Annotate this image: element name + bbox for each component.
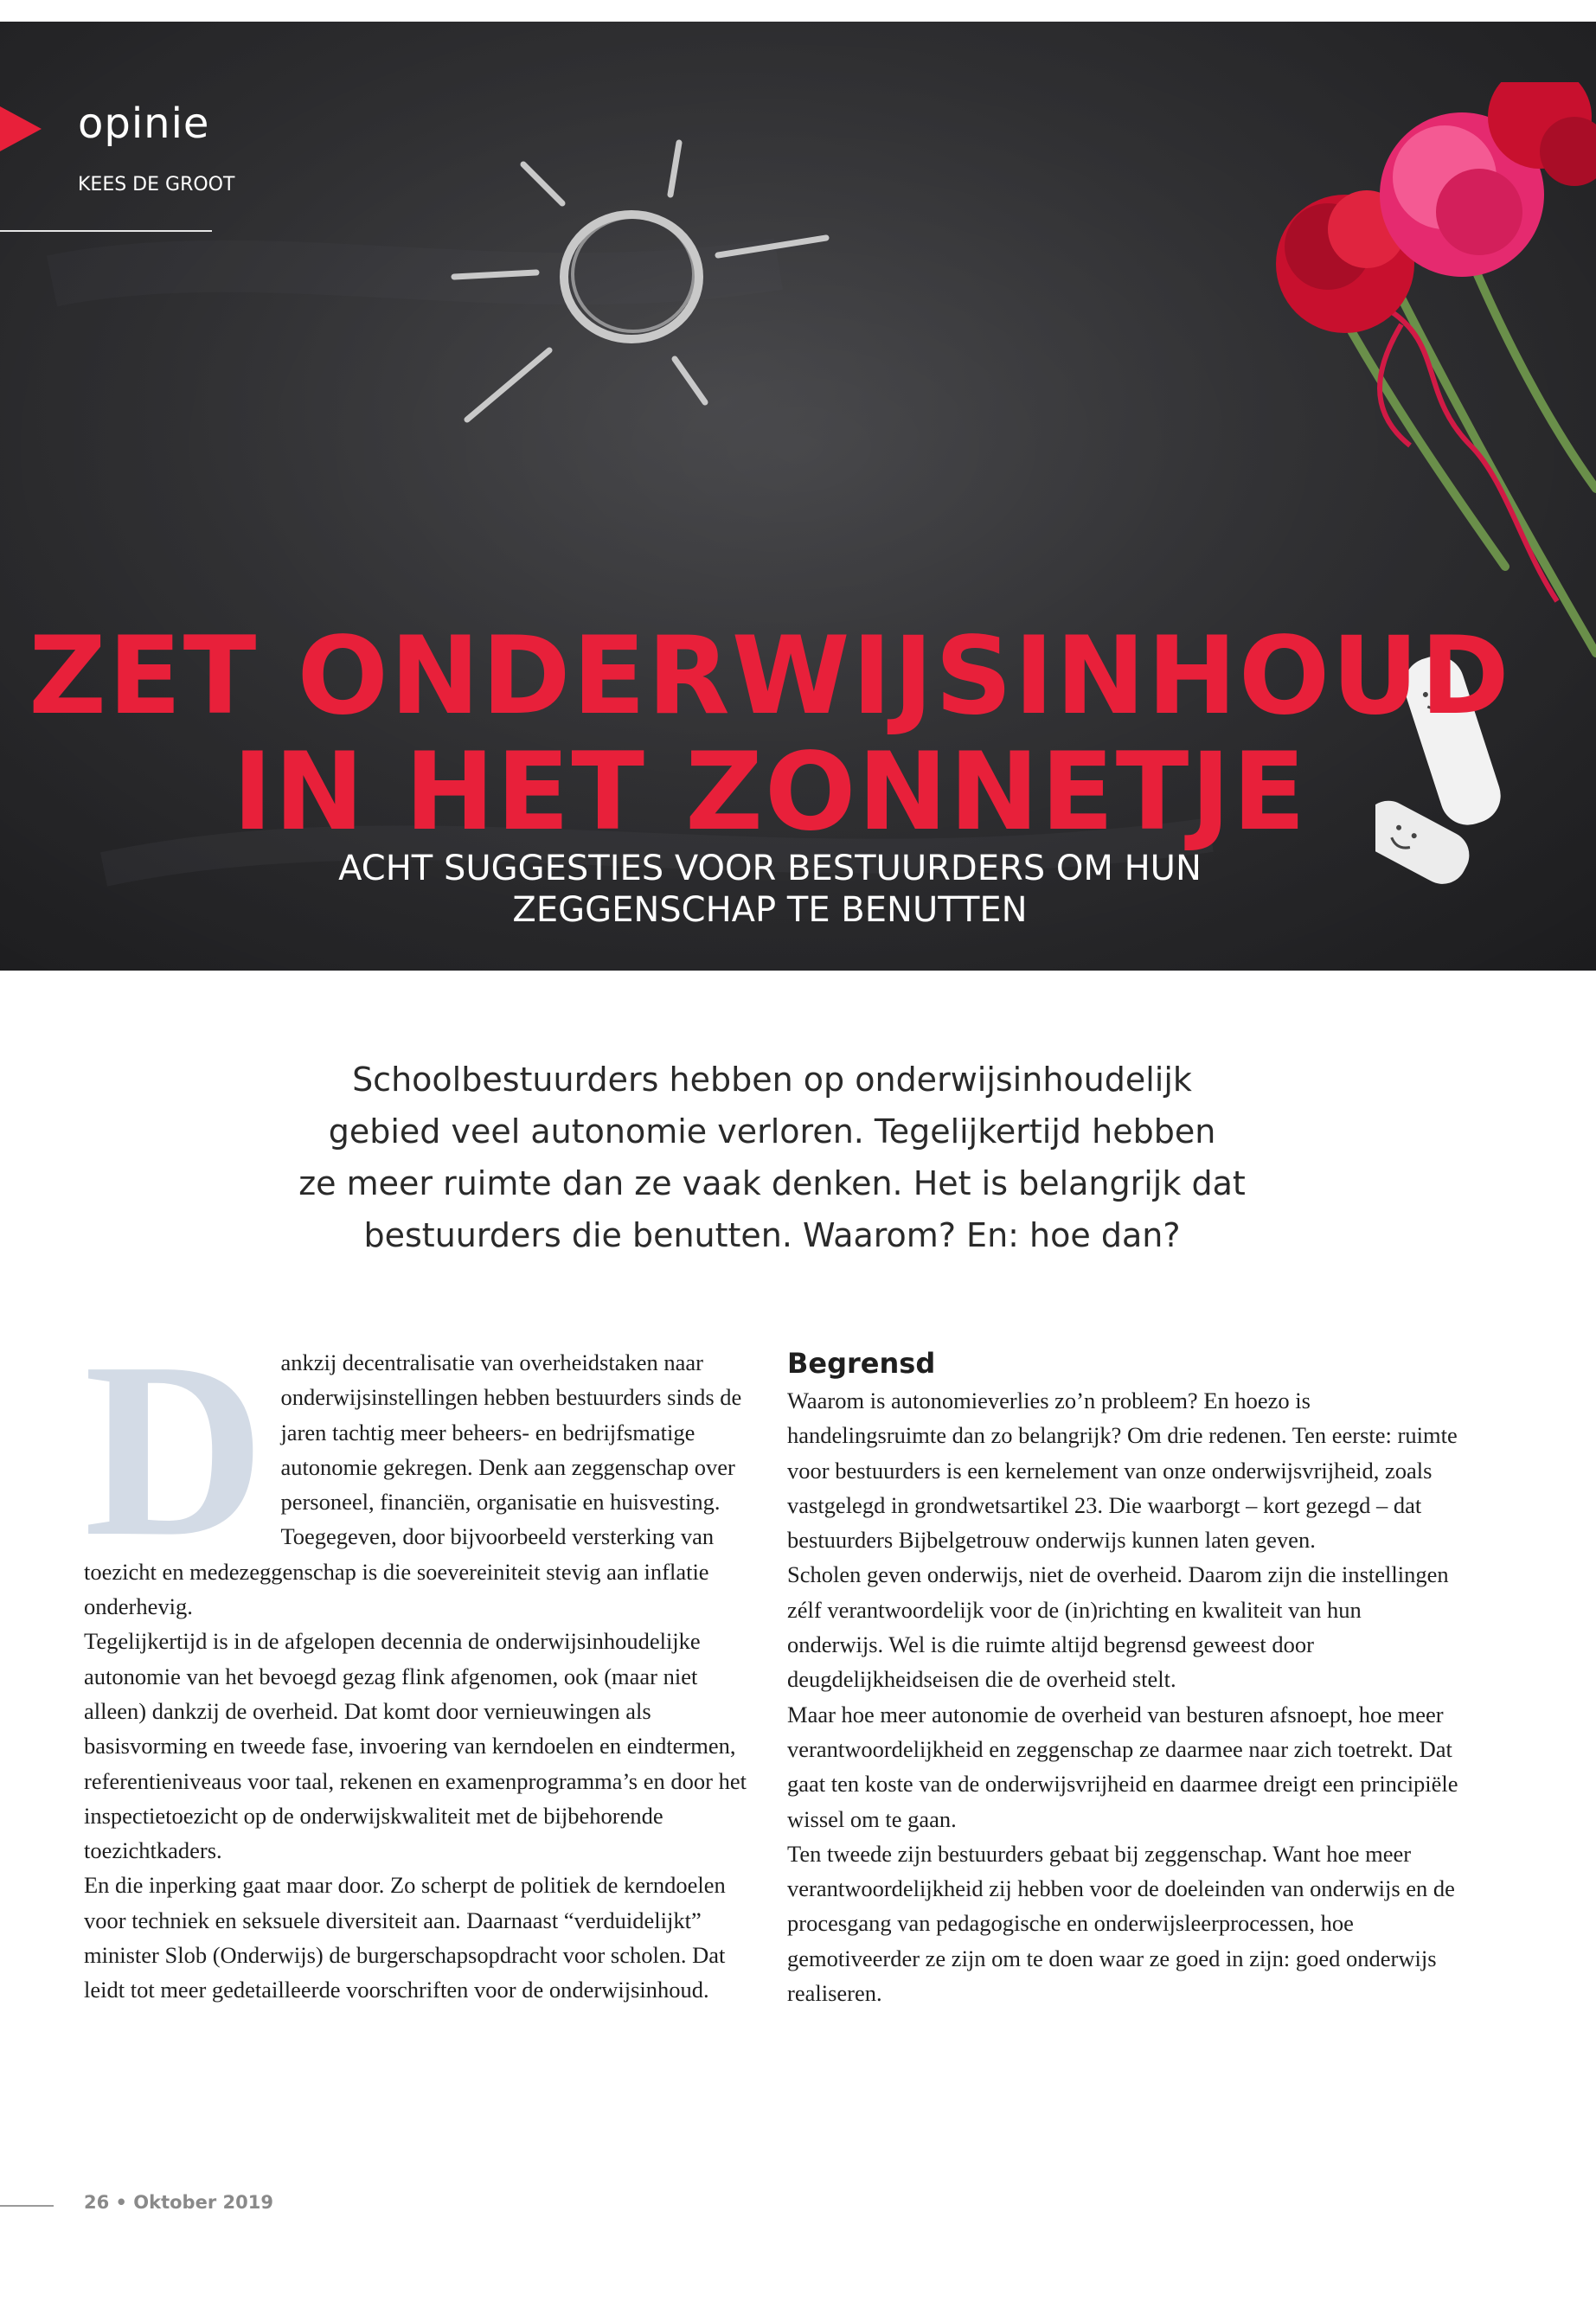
subheading: Begrensd [787, 1347, 936, 1380]
lead-line: ze meer ruimte dan ze vaak denken. Het is belangrijk dat [298, 1164, 1246, 1202]
article-title [0, 614, 1540, 855]
title-line-2: IN HET ZONNETJE [232, 730, 1308, 855]
body-paragraph: Scholen geven onderwijs, niet de overheid. Daarom zijn die instellingen zélf verantwoordelijk voor de (in)richting en kwaliteit van hun onderwijs. Wel is die ruimte altijd begrensd geweest door deugdelijkheidseisen die de overheid stelt. [787, 1561, 1449, 1693]
body-column-right [787, 1345, 1462, 2010]
body-paragraph: En die inperking gaat maar door. Zo scherpt de politiek de kerndoelen voor techniek en seksuele diversiteit aan. Daarnaast “verduidelijkt” minister Slob (Onderwijs) de burgerschapsopdracht voor scholen. Dat leidt tot meer gedetailleerde voorschriften voor de onderwijsinhoud. [84, 1872, 726, 2003]
label-divider [0, 230, 212, 232]
body-paragraph: Waarom is autonomieverlies zo’n probleem? En hoezo is handelingsruimte dan zo belangrijk? Om drie redenen. Ten eerste: ruimte voor bestuurders is een kernelement van onze onderwijsvrijheid, zoals vastgelegd in grondwetsartikel 23. Die waarborgt – kort gezegd – dat bestuurders Bijbelgetrouw onderwijs kunnen laten geven. [787, 1388, 1458, 1554]
subtitle-line-1: ACHT SUGGESTIES VOOR BESTUURDERS OM HUN [338, 849, 1202, 888]
article-lead [260, 1054, 1285, 1261]
footer-rule [0, 2205, 54, 2207]
section-label: opinie [78, 99, 210, 148]
body-paragraph: Ten tweede zijn bestuurders gebaat bij zeggenschap. Want hoe meer verantwoordelijkheid zij hebben voor de doeleinden van onderwijs en de procesgang van pedagogische en onderwijsleerprocessen, hoe gemotiveerder ze zijn om te doen waar ze goed in zijn: goed onderwijs realiseren. [787, 1840, 1455, 2007]
body-paragraph: ankzij decentralisatie van overheidstaken naar onderwijsinstellingen hebben bestuurders sinds de jaren tachtig meer beheers- en bedrijfsmatige autonomie gekregen. Denk aan zeggenschap over personeel, financiën, organisatie en huisvesting. Toegegeven, door bijvoorbeeld versterking van toezicht en medezeggenschap is die soevereiniteit stevig aan inflatie onderhevig. [84, 1349, 742, 1620]
hero-image [0, 22, 1596, 971]
title-line-1: ZET ONDERWIJSINHOUD [29, 614, 1511, 739]
body-paragraph: Maar hoe meer autonomie de overheid van besturen afsnoept, hoe meer verantwoordelijkheid en zeggenschap ze daarmee naar zich toetrekt. Dat gaat ten koste van de onderwijsvrijheid en daarmee dreigt een principiële wissel om te gaan. [787, 1701, 1458, 1832]
carnation-flowers [1246, 82, 1596, 688]
lead-line: Schoolbestuurders hebben op onderwijsinhoudelijk [352, 1061, 1192, 1099]
author-name: KEES DE GROOT [78, 174, 235, 195]
lead-line: gebied veel autonomie verloren. Tegelijkertijd hebben [328, 1112, 1216, 1150]
body-column-left [84, 1311, 759, 2008]
article-subtitle [0, 848, 1540, 931]
chalk-sun-drawing [407, 117, 856, 445]
subtitle-line-2: ZEGGENSCHAP TE BENUTTEN [512, 890, 1028, 930]
lead-line: bestuurders die benutten. Waarom? En: hoe dan? [363, 1216, 1181, 1254]
body-paragraph: Tegelijkertijd is in de afgelopen decennia de onderwijsinhoudelijke autonomie van het bevoegd gezag flink afgenomen, ook (maar niet alleen) dankzij de overheid. Dat komt door vernieuwingen als basisvorming en tweede fase, invoering van kerndoelen en eindtermen, referentieniveaus voor taal, rekenen en examenprogramma’s en door het inspectietoezicht op de onderwijskwaliteit met de bijbehorende toezichtkaders. [84, 1628, 747, 1864]
section-marker-triangle [0, 106, 42, 151]
drop-cap: D [84, 1311, 266, 1588]
page-footer: 26 • Oktober 2019 [84, 2192, 273, 2213]
